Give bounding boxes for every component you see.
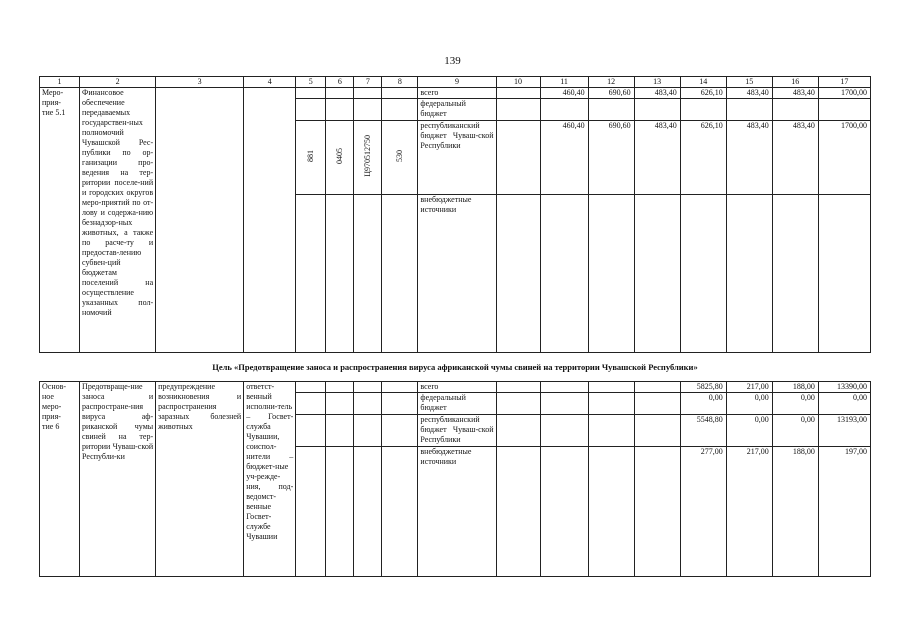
value-cell: 0,00 [772, 393, 818, 415]
cell-col8 [382, 415, 418, 447]
value-cell [588, 99, 634, 121]
header-cell: 17 [818, 77, 870, 88]
value-cell [496, 393, 540, 415]
value-cell [588, 415, 634, 447]
cell-col6 [326, 195, 354, 353]
value-cell: 483,40 [634, 88, 680, 99]
header-cell: 16 [772, 77, 818, 88]
header-cell: 3 [156, 77, 244, 88]
code-col6-text: 0405 [334, 148, 344, 164]
value-cell: 188,00 [772, 382, 818, 393]
activity-result: предупреждение возникновения и распространения заразных болезней животных [156, 382, 244, 577]
header-cell: 13 [634, 77, 680, 88]
cell-col6 [326, 393, 354, 415]
value-cell [588, 195, 634, 353]
value-cell [680, 99, 726, 121]
value-cell [540, 447, 588, 577]
code-col5 [296, 121, 326, 195]
source-cell: внебюджетные источники [418, 447, 496, 577]
activity-executor: ответст-венный исполни-тель – Госвет-служба Чувашии, соиспол-нители – бюджет-ные уч-режде-ния, под-ведомст-венные Госвет-службе Чувашии [244, 382, 296, 577]
activity-name: Финансовое обеспечение передаваемых государствен-ных полномочий Чувашской Рес-публики по ор-ганизации про-ведения на тер-ритории поселе-ний и городских округов меро-приятий по от-лову и содержа-нию безнадзор-ных животных, а также по расче-ту и предостав-лению субвен-ций бюджетам поселений на осуществление указанных пол-номочий [80, 88, 156, 353]
cell-col4 [244, 88, 296, 353]
cell-col8 [382, 88, 418, 99]
value-cell [588, 382, 634, 393]
budget-table [39, 76, 871, 577]
header-cell: 2 [80, 77, 156, 88]
value-cell: 5548,80 [680, 415, 726, 447]
value-cell: 1700,00 [818, 88, 870, 99]
cell-col6 [326, 382, 354, 393]
value-cell: 483,40 [772, 121, 818, 195]
cell-col5 [296, 415, 326, 447]
value-cell [496, 195, 540, 353]
header-cell: 6 [326, 77, 354, 88]
value-cell [588, 447, 634, 577]
source-cell: республиканский бюджет Чуваш-ской Республики [418, 415, 496, 447]
cell-col6 [326, 88, 354, 99]
code-col8-text: 530 [394, 150, 404, 162]
value-cell: 13390,00 [818, 382, 870, 393]
cell-col3 [156, 88, 244, 353]
source-cell: федеральный бюджет [418, 393, 496, 415]
value-cell [540, 393, 588, 415]
value-cell [496, 88, 540, 99]
header-cell: 1 [40, 77, 80, 88]
code-col7-text: Ц970512750 [362, 135, 372, 177]
cell-col6 [326, 415, 354, 447]
value-cell: 0,00 [726, 393, 772, 415]
cell-col5 [296, 447, 326, 577]
header-cell: 11 [540, 77, 588, 88]
value-cell [726, 195, 772, 353]
value-cell: 0,00 [772, 415, 818, 447]
value-cell: 13193,00 [818, 415, 870, 447]
value-cell: 0,00 [680, 393, 726, 415]
header-cell: 10 [496, 77, 540, 88]
cell-col5 [296, 393, 326, 415]
cell-col5 [296, 88, 326, 99]
header-cell: 4 [244, 77, 296, 88]
code-col8 [382, 121, 418, 195]
value-cell: 460,40 [540, 121, 588, 195]
cell-col8 [382, 393, 418, 415]
activity-label: Основ- ное меро- прия- тие 6 [40, 382, 80, 577]
source-cell: внебюджетные источники [418, 195, 496, 353]
value-cell: 197,00 [818, 447, 870, 577]
value-cell [634, 393, 680, 415]
cell-col7 [354, 382, 382, 393]
value-cell [680, 195, 726, 353]
source-cell: республиканский бюджет Чуваш-ской Республики [418, 121, 496, 195]
value-cell [772, 99, 818, 121]
value-cell: 217,00 [726, 447, 772, 577]
code-col7 [354, 121, 382, 195]
value-cell: 483,40 [726, 88, 772, 99]
value-cell: 483,40 [634, 121, 680, 195]
value-cell: 690,60 [588, 88, 634, 99]
value-cell [634, 195, 680, 353]
header-cell: 8 [382, 77, 418, 88]
value-cell: 0,00 [818, 393, 870, 415]
cell-col5 [296, 382, 326, 393]
cell-col8 [382, 382, 418, 393]
value-cell: 460,40 [540, 88, 588, 99]
header-cell: 9 [418, 77, 496, 88]
source-cell: федеральный бюджет [418, 99, 496, 121]
cell-col5 [296, 99, 326, 121]
value-cell [540, 415, 588, 447]
value-cell: 483,40 [726, 121, 772, 195]
value-cell [772, 195, 818, 353]
cell-col7 [354, 88, 382, 99]
value-cell [634, 447, 680, 577]
value-cell [496, 99, 540, 121]
value-cell [496, 415, 540, 447]
value-cell [540, 195, 588, 353]
value-cell [634, 99, 680, 121]
header-cell: 15 [726, 77, 772, 88]
page-number: 139 [444, 55, 461, 67]
value-cell [726, 99, 772, 121]
value-cell [496, 121, 540, 195]
value-cell [818, 99, 870, 121]
cell-col6 [326, 447, 354, 577]
header-cell: 7 [354, 77, 382, 88]
table-row [40, 382, 871, 393]
goal-heading: Цель «Предотвращение заноса и распространения вируса африканской чумы свиней на территории Чувашской Республики» [40, 353, 871, 382]
cell-col8 [382, 195, 418, 353]
source-cell: всего [418, 88, 496, 99]
activity-name: Предотвраще-ние заноса и распростране-ния вируса аф-риканской чумы свиней на тер-ритории Чуваш-ской Республи-ки [80, 382, 156, 577]
cell-col7 [354, 447, 382, 577]
code-col6 [326, 121, 354, 195]
cell-col8 [382, 99, 418, 121]
header-row [40, 77, 871, 88]
cell-col8 [382, 447, 418, 577]
header-cell: 14 [680, 77, 726, 88]
value-cell [496, 447, 540, 577]
value-cell [496, 382, 540, 393]
code-col5-text: 881 [305, 150, 315, 162]
value-cell [634, 382, 680, 393]
goal-row [40, 353, 871, 382]
value-cell: 5825,80 [680, 382, 726, 393]
value-cell [634, 415, 680, 447]
value-cell: 0,00 [726, 415, 772, 447]
value-cell: 483,40 [772, 88, 818, 99]
cell-col7 [354, 393, 382, 415]
value-cell [588, 393, 634, 415]
value-cell [818, 195, 870, 353]
value-cell [540, 99, 588, 121]
header-cell: 12 [588, 77, 634, 88]
source-cell: всего [418, 382, 496, 393]
value-cell: 690,60 [588, 121, 634, 195]
value-cell: 217,00 [726, 382, 772, 393]
cell-col7 [354, 99, 382, 121]
table-row [40, 88, 871, 99]
value-cell [540, 382, 588, 393]
activity-label: Меро- прия- тие 5.1 [40, 88, 80, 353]
cell-col6 [326, 99, 354, 121]
value-cell: 188,00 [772, 447, 818, 577]
header-cell: 5 [296, 77, 326, 88]
value-cell: 626,10 [680, 121, 726, 195]
cell-col7 [354, 195, 382, 353]
cell-col7 [354, 415, 382, 447]
cell-col5 [296, 195, 326, 353]
value-cell: 277,00 [680, 447, 726, 577]
value-cell: 1700,00 [818, 121, 870, 195]
value-cell: 626,10 [680, 88, 726, 99]
